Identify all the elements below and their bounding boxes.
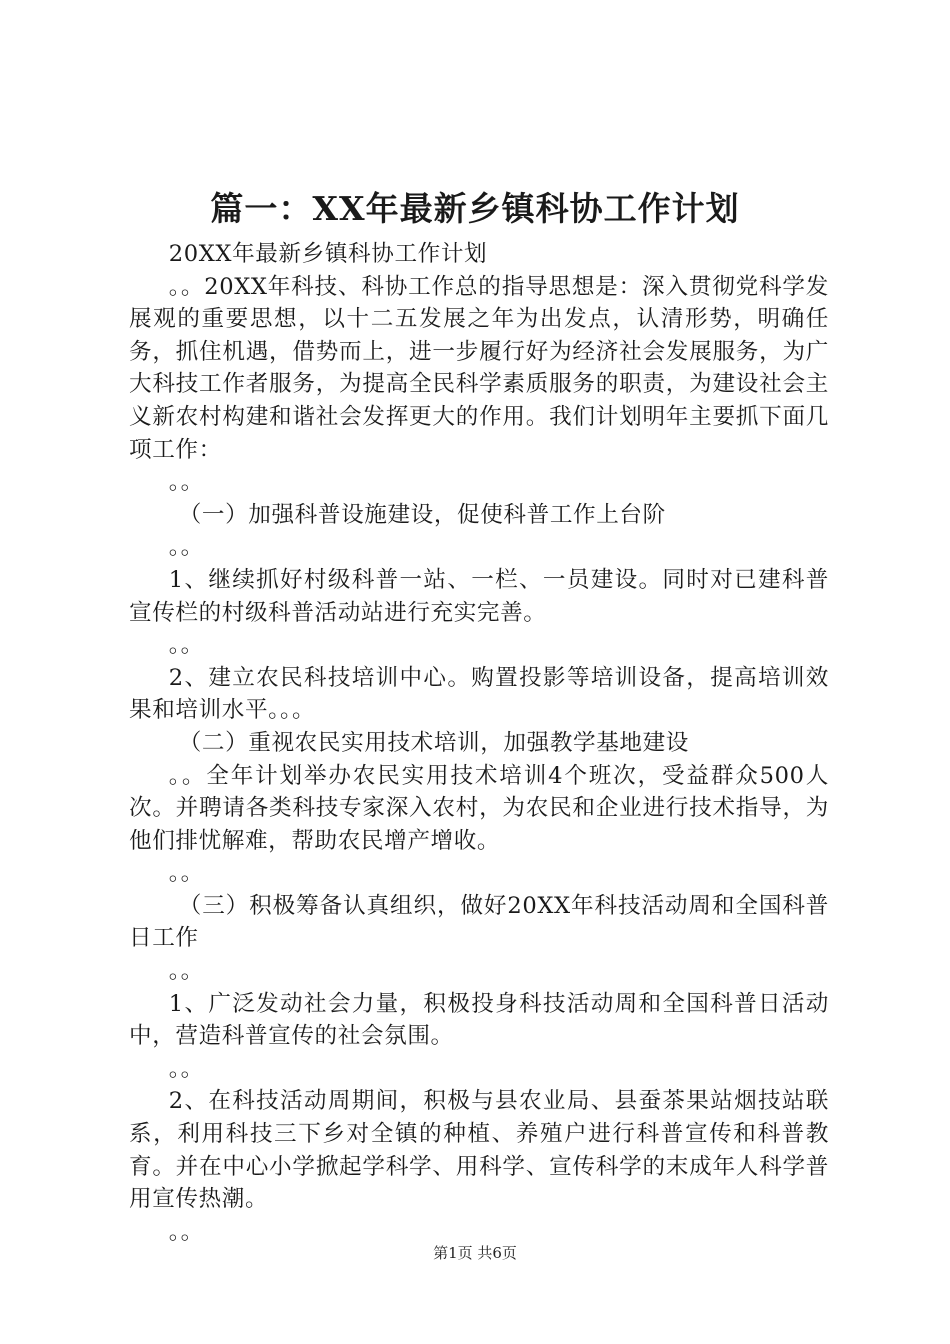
paragraph-separator: 。。 bbox=[168, 958, 204, 985]
paragraph-separator: 。。 bbox=[168, 534, 204, 561]
section-heading-3: （三）积极筹备认真组织，做好20XX年科技活动周和全国科普日工作 bbox=[129, 892, 829, 952]
page-number-footer: 第1页 共6页 bbox=[433, 1244, 517, 1262]
paragraph-separator: 。。 bbox=[168, 469, 204, 496]
paragraph-subtitle: 20XX年最新乡镇科协工作计划 bbox=[168, 241, 488, 267]
paragraph-separator: 。。 bbox=[168, 632, 204, 659]
paragraph-training: 。。全年计划举办农民实用技术培训4个班次，受益群众500人次。并聘请各类科技专家深入农村，为农民和企业进行技术指导，为他们排忧解难，帮助农民增产增收。 bbox=[129, 762, 829, 854]
paragraph-item: 1、广泛发动社会力量，积极投身科技活动周和全国科普日活动中，营造科普宣传的社会氛围。 bbox=[129, 990, 829, 1050]
paragraph-separator: 。。 bbox=[168, 1218, 204, 1245]
section-heading-1: （一）加强科普设施建设，促使科普工作上台阶 bbox=[178, 501, 666, 528]
document-title: 篇一：XX年最新乡镇科协工作计划 bbox=[210, 189, 740, 228]
document-body bbox=[129, 238, 829, 1248]
paragraph-item: 1、继续抓好村级科普一站、一栏、一员建设。同时对已建科普宣传栏的村级科普活动站进行充实完善。 bbox=[129, 566, 829, 626]
section-heading-2: （二）重视农民实用技术培训，加强教学基地建设 bbox=[178, 729, 689, 756]
paragraph-separator: 。。 bbox=[168, 860, 204, 887]
paragraph-separator: 。。 bbox=[168, 1055, 204, 1082]
paragraph-item: 2、建立农民科技培训中心。购置投影等培训设备，提高培训效果和培训水平。。。 bbox=[129, 664, 829, 724]
paragraph-item: 2、在科技活动周期间，积极与县农业局、县蚕茶果站烟技站联系，利用科技三下乡对全镇的种植、养殖户进行科普宣传和科普教育。并在中心小学掀起学科学、用科学、宣传科学的末成年人科学普用宣传热潮。 bbox=[129, 1088, 829, 1213]
paragraph-guiding-thought: 。。20XX年科技、科协工作总的指导思想是：深入贯彻党科学发展观的重要思想，以十二五发展之年为出发点，认清形势，明确任务，抓住机遇，借势而上，进一步履行好为经济社会发展服务，为广大科技工作者服务，为提高全民科学素质服务的职责，为建设社会主义新农村构建和谐社会发挥更大的作用。我们计划明年主要抓下面几项工作： bbox=[129, 273, 829, 463]
